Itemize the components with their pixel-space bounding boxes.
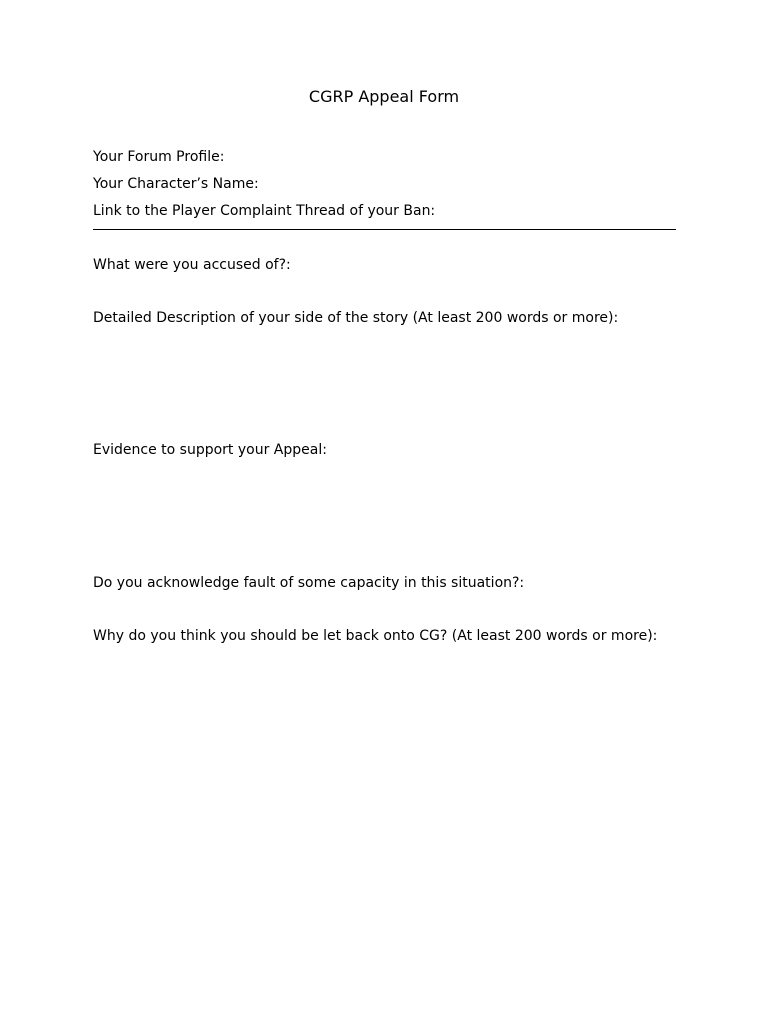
return-reason-question: Why do you think you should be let back onto CG? (At least 200 words or more): <box>93 628 658 644</box>
complaint-thread-link-label: Link to the Player Complaint Thread of your Ban: <box>93 203 436 219</box>
character-name-label: Your Character’s Name: <box>93 176 259 192</box>
page-title: CGRP Appeal Form <box>308 87 460 106</box>
horizontal-divider <box>93 229 676 230</box>
fault-acknowledgement-question: Do you acknowledge fault of some capacity in this situation?: <box>93 575 525 591</box>
accusation-question: What were you accused of?: <box>93 257 291 273</box>
evidence-question: Evidence to support your Appeal: <box>93 442 327 458</box>
forum-profile-label: Your Forum Profile: <box>93 149 225 165</box>
description-question: Detailed Description of your side of the story (At least 200 words or more): <box>93 310 619 326</box>
